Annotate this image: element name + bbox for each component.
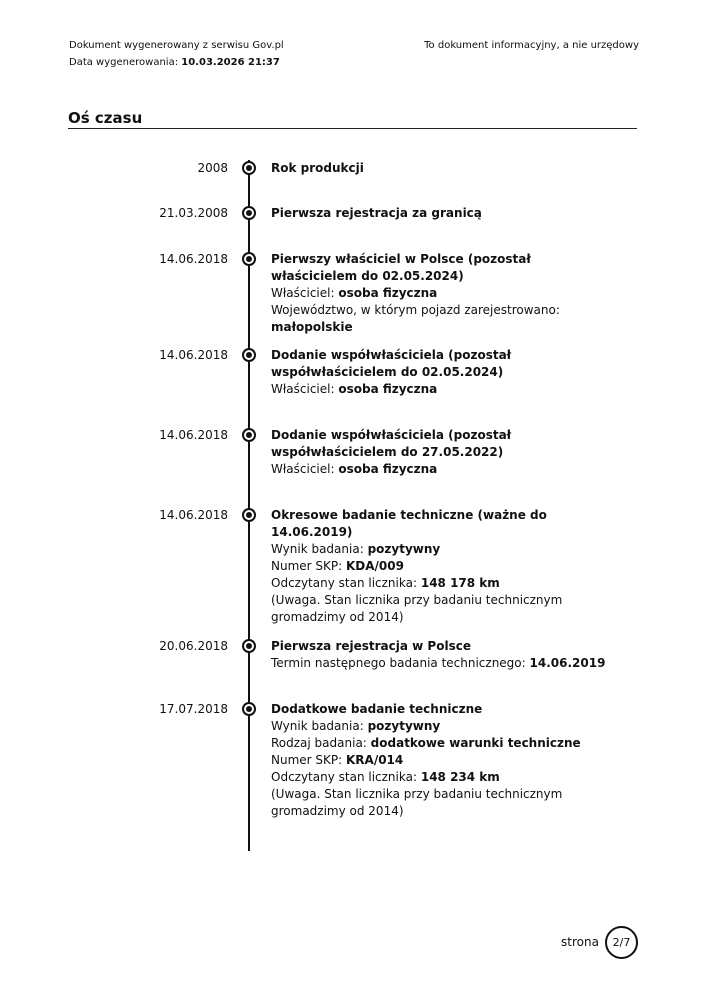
- detail-note: (Uwaga. Stan licznika przy badaniu technicznym gromadzimy od 2014): [271, 593, 563, 624]
- detail-value: pozytywny: [367, 719, 441, 733]
- detail-label: Odczytany stan licznika:: [271, 770, 418, 784]
- detail-value: pozytywny: [367, 542, 441, 556]
- timeline-dot-icon: [242, 508, 256, 522]
- event-detail: [271, 655, 621, 672]
- event-content: [271, 160, 621, 177]
- detail-value: osoba fizyczna: [338, 286, 438, 300]
- event-content: [271, 427, 621, 478]
- event-date: 2008: [197, 161, 228, 175]
- detail-label: Właściciel:: [271, 382, 335, 396]
- event-detail: [271, 769, 621, 786]
- event-title: Dodanie współwłaściciela (pozostał współwłaścicielem do 02.05.2024): [271, 348, 512, 379]
- event-date: 14.06.2018: [159, 508, 228, 522]
- event-note: [271, 786, 621, 820]
- detail-value: osoba fizyczna: [338, 462, 438, 476]
- event-date: 14.06.2018: [159, 428, 228, 442]
- header-date-label: Data wygenerowania:: [69, 57, 179, 68]
- event-detail: [271, 575, 621, 592]
- event-title: Dodatkowe badanie techniczne: [271, 702, 483, 716]
- detail-label: Numer SKP:: [271, 559, 343, 573]
- event-title: Okresowe badanie techniczne (ważne do 14.06.2019): [271, 508, 547, 539]
- event-title: Dodanie współwłaściciela (pozostał współwłaścicielem do 27.05.2022): [271, 428, 512, 459]
- detail-value: małopolskie: [271, 320, 353, 334]
- event-title: Pierwsza rejestracja za granicą: [271, 206, 482, 220]
- event-detail: [271, 558, 621, 575]
- detail-value: dodatkowe warunki techniczne: [370, 736, 581, 750]
- detail-label: Wynik badania:: [271, 719, 364, 733]
- detail-label: Termin następnego badania technicznego:: [271, 656, 526, 670]
- detail-value: KRA/014: [346, 753, 404, 767]
- detail-value: 14.06.2019: [529, 656, 606, 670]
- event-note: [271, 592, 621, 626]
- event-detail: [271, 381, 621, 398]
- header-date-value: 10.03.2026 21:37: [181, 57, 280, 68]
- timeline-dot-icon: [242, 702, 256, 716]
- detail-label: Właściciel:: [271, 286, 335, 300]
- event-content: [271, 507, 621, 626]
- event-date: 14.06.2018: [159, 348, 228, 362]
- timeline-dot-icon: [242, 161, 256, 175]
- detail-value: 148 178 km: [420, 576, 500, 590]
- detail-label: Wynik badania:: [271, 542, 364, 556]
- detail-value: 148 234 km: [420, 770, 500, 784]
- detail-value: osoba fizyczna: [338, 382, 438, 396]
- timeline-dot-icon: [242, 252, 256, 266]
- page-number-badge: [605, 926, 638, 959]
- event-title: Rok produkcji: [271, 161, 364, 175]
- page-label: strona: [561, 935, 599, 949]
- event-date: 17.07.2018: [159, 702, 228, 716]
- detail-label: Właściciel:: [271, 462, 335, 476]
- timeline-dot-icon: [242, 348, 256, 362]
- header-right: To dokument informacyjny, a nie urzędowy: [424, 40, 639, 51]
- event-detail: [271, 752, 621, 769]
- header-source: Dokument wygenerowany z serwisu Gov.pl: [69, 40, 284, 51]
- detail-label: Województwo, w którym pojazd zarejestrowano:: [271, 303, 560, 317]
- timeline-dot-icon: [242, 206, 256, 220]
- section-title: Oś czasu: [68, 109, 143, 127]
- event-content: [271, 205, 621, 222]
- event-content: [271, 638, 621, 672]
- event-content: [271, 347, 621, 398]
- event-detail: [271, 285, 621, 302]
- detail-label: Numer SKP:: [271, 753, 343, 767]
- event-detail: [271, 302, 621, 336]
- event-content: [271, 701, 621, 820]
- detail-note: (Uwaga. Stan licznika przy badaniu technicznym gromadzimy od 2014): [271, 787, 563, 818]
- page-number: 2/7: [612, 936, 631, 949]
- detail-label: Rodzaj badania:: [271, 736, 367, 750]
- detail-value: KDA/009: [346, 559, 404, 573]
- event-date: 20.06.2018: [159, 639, 228, 653]
- event-detail: [271, 461, 621, 478]
- event-date: 21.03.2008: [159, 206, 228, 220]
- timeline-dot-icon: [242, 428, 256, 442]
- event-detail: [271, 718, 621, 735]
- timeline-dot-icon: [242, 639, 256, 653]
- event-content: [271, 251, 621, 336]
- event-date: 14.06.2018: [159, 252, 228, 266]
- event-title: Pierwszy właściciel w Polsce (pozostał właścicielem do 02.05.2024): [271, 252, 531, 283]
- detail-label: Odczytany stan licznika:: [271, 576, 418, 590]
- event-title: Pierwsza rejestracja w Polsce: [271, 639, 471, 653]
- event-detail: [271, 541, 621, 558]
- event-detail: [271, 735, 621, 752]
